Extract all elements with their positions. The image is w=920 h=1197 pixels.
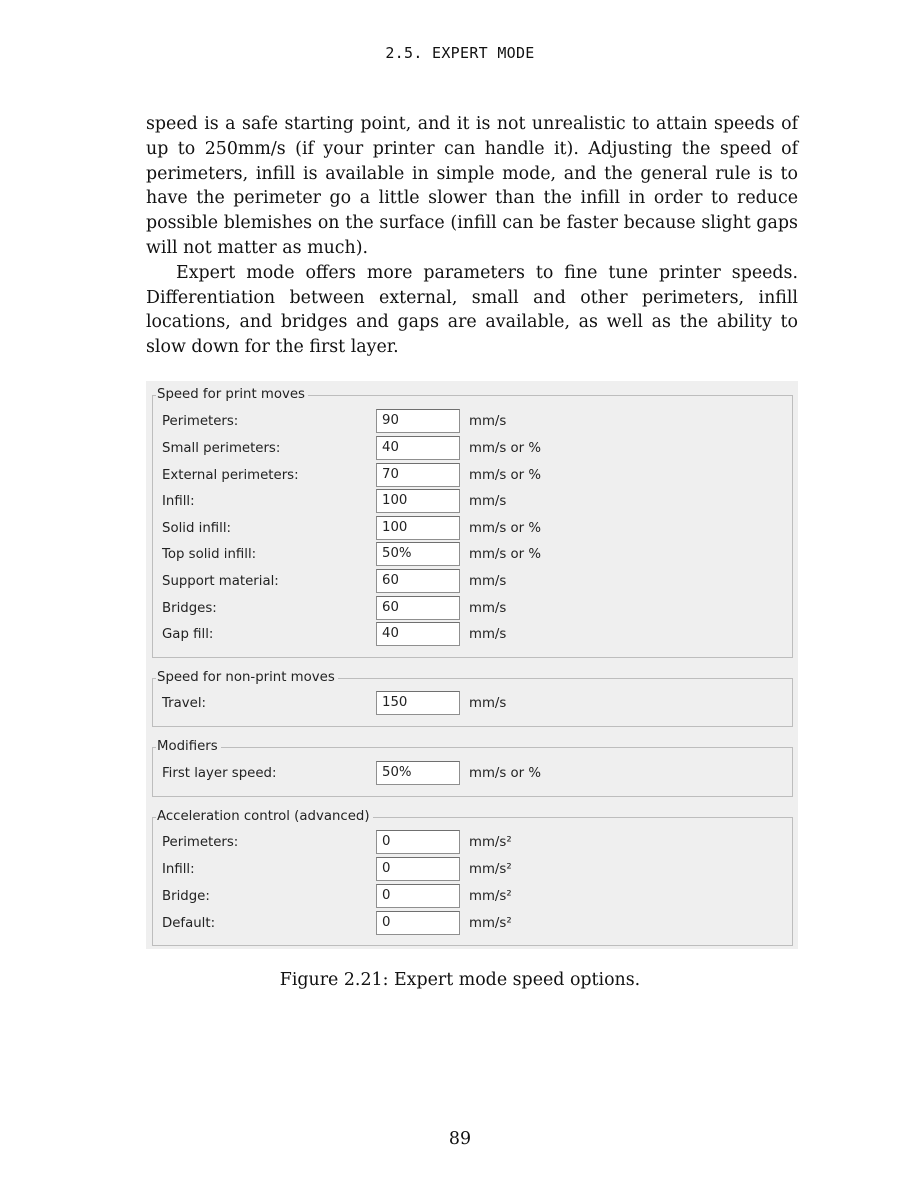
unit-label: mm/s or % — [469, 766, 542, 781]
setting-label: Default: — [162, 916, 216, 931]
group-speed-print-moves — [152, 387, 793, 658]
group-modifiers — [152, 739, 793, 797]
setting-row-bridges — [153, 596, 792, 622]
setting-row-gap-fill — [153, 622, 792, 648]
first-layer-speed-input[interactable]: 50% — [376, 761, 460, 785]
setting-label: External perimeters: — [162, 468, 299, 483]
group-title: Modifiers — [156, 739, 221, 755]
setting-row-support-material — [153, 569, 792, 595]
unit-label: mm/s² — [469, 916, 512, 931]
infill-acceleration-input[interactable]: 0 — [376, 857, 460, 881]
setting-row-infill-acceleration — [153, 857, 792, 883]
setting-label: Solid infill: — [162, 521, 231, 536]
setting-label: Perimeters: — [162, 414, 239, 429]
setting-label: Perimeters: — [162, 835, 239, 850]
paragraph-1: speed is a safe starting point, and it is not unrealistic to attain speeds of up to 250mm/s (if your printer can handle it). Adjusting the speed of perimeters, infill is available in simple mode, and the general rule is to have the perimeter go a little slower than the infill in order to reduce possible blemishes on the surface (infill can be faster because slight gaps will not matter as much). — [146, 114, 798, 258]
setting-label: Small perimeters: — [162, 441, 281, 456]
unit-label: mm/s or % — [469, 441, 542, 456]
running-head: 2.5. EXPERT MODE — [385, 44, 535, 62]
setting-label: Travel: — [162, 696, 207, 711]
unit-label: mm/s — [469, 696, 507, 711]
setting-label: Bridge: — [162, 889, 210, 904]
setting-label: Infill: — [162, 494, 195, 509]
setting-row-perimeters-acceleration — [153, 830, 792, 856]
unit-label: mm/s or % — [469, 521, 542, 536]
group-acceleration-control — [152, 809, 793, 946]
group-speed-non-print-moves — [152, 670, 793, 727]
setting-row-solid-infill — [153, 516, 792, 542]
setting-label: Gap fill: — [162, 627, 214, 642]
group-title: Speed for print moves — [156, 387, 308, 403]
external-perimeters-speed-input[interactable]: 70 — [376, 463, 460, 487]
infill-speed-input[interactable]: 100 — [376, 489, 460, 513]
setting-row-bridge-acceleration — [153, 884, 792, 910]
setting-label: Infill: — [162, 862, 195, 877]
perimeters-acceleration-input[interactable]: 0 — [376, 830, 460, 854]
unit-label: mm/s² — [469, 862, 512, 877]
setting-row-infill — [153, 489, 792, 515]
perimeters-speed-input[interactable]: 90 — [376, 409, 460, 433]
travel-speed-input[interactable]: 150 — [376, 691, 460, 715]
setting-row-travel — [153, 691, 792, 717]
small-perimeters-speed-input[interactable]: 40 — [376, 436, 460, 460]
unit-label: mm/s — [469, 414, 507, 429]
group-title: Speed for non-print moves — [156, 670, 338, 686]
top-solid-infill-speed-input[interactable]: 50% — [376, 542, 460, 566]
setting-row-external-perimeters — [153, 463, 792, 489]
bridges-speed-input[interactable]: 60 — [376, 596, 460, 620]
bridge-acceleration-input[interactable]: 0 — [376, 884, 460, 908]
unit-label: mm/s or % — [469, 547, 542, 562]
support-material-speed-input[interactable]: 60 — [376, 569, 460, 593]
settings-figure — [146, 381, 798, 949]
figure-caption: Figure 2.21: Expert mode speed options. — [279, 970, 641, 990]
group-title: Acceleration control (advanced) — [156, 809, 373, 825]
unit-label: mm/s or % — [469, 468, 542, 483]
unit-label: mm/s — [469, 601, 507, 616]
default-acceleration-input[interactable]: 0 — [376, 911, 460, 935]
setting-label: First layer speed: — [162, 766, 277, 781]
setting-row-small-perimeters — [153, 436, 792, 462]
body-text — [146, 112, 798, 360]
unit-label: mm/s — [469, 494, 507, 509]
setting-label: Bridges: — [162, 601, 217, 616]
unit-label: mm/s² — [469, 835, 512, 850]
unit-label: mm/s² — [469, 889, 512, 904]
page-number: 89 — [448, 1129, 472, 1149]
unit-label: mm/s — [469, 627, 507, 642]
setting-row-perimeters — [153, 409, 792, 435]
setting-label: Support material: — [162, 574, 279, 589]
gap-fill-speed-input[interactable]: 40 — [376, 622, 460, 646]
setting-row-default-acceleration — [153, 911, 792, 937]
setting-row-first-layer-speed — [153, 761, 792, 787]
solid-infill-speed-input[interactable]: 100 — [376, 516, 460, 540]
unit-label: mm/s — [469, 574, 507, 589]
setting-row-top-solid-infill — [153, 542, 792, 568]
setting-label: Top solid infill: — [162, 547, 257, 562]
paragraph-2: Expert mode offers more parameters to fine tune printer speeds. Differentiation between external, small and other perimeters, infill locations, and bridges and gaps are available, as well as the ability to slow down for the first layer. — [146, 262, 798, 358]
